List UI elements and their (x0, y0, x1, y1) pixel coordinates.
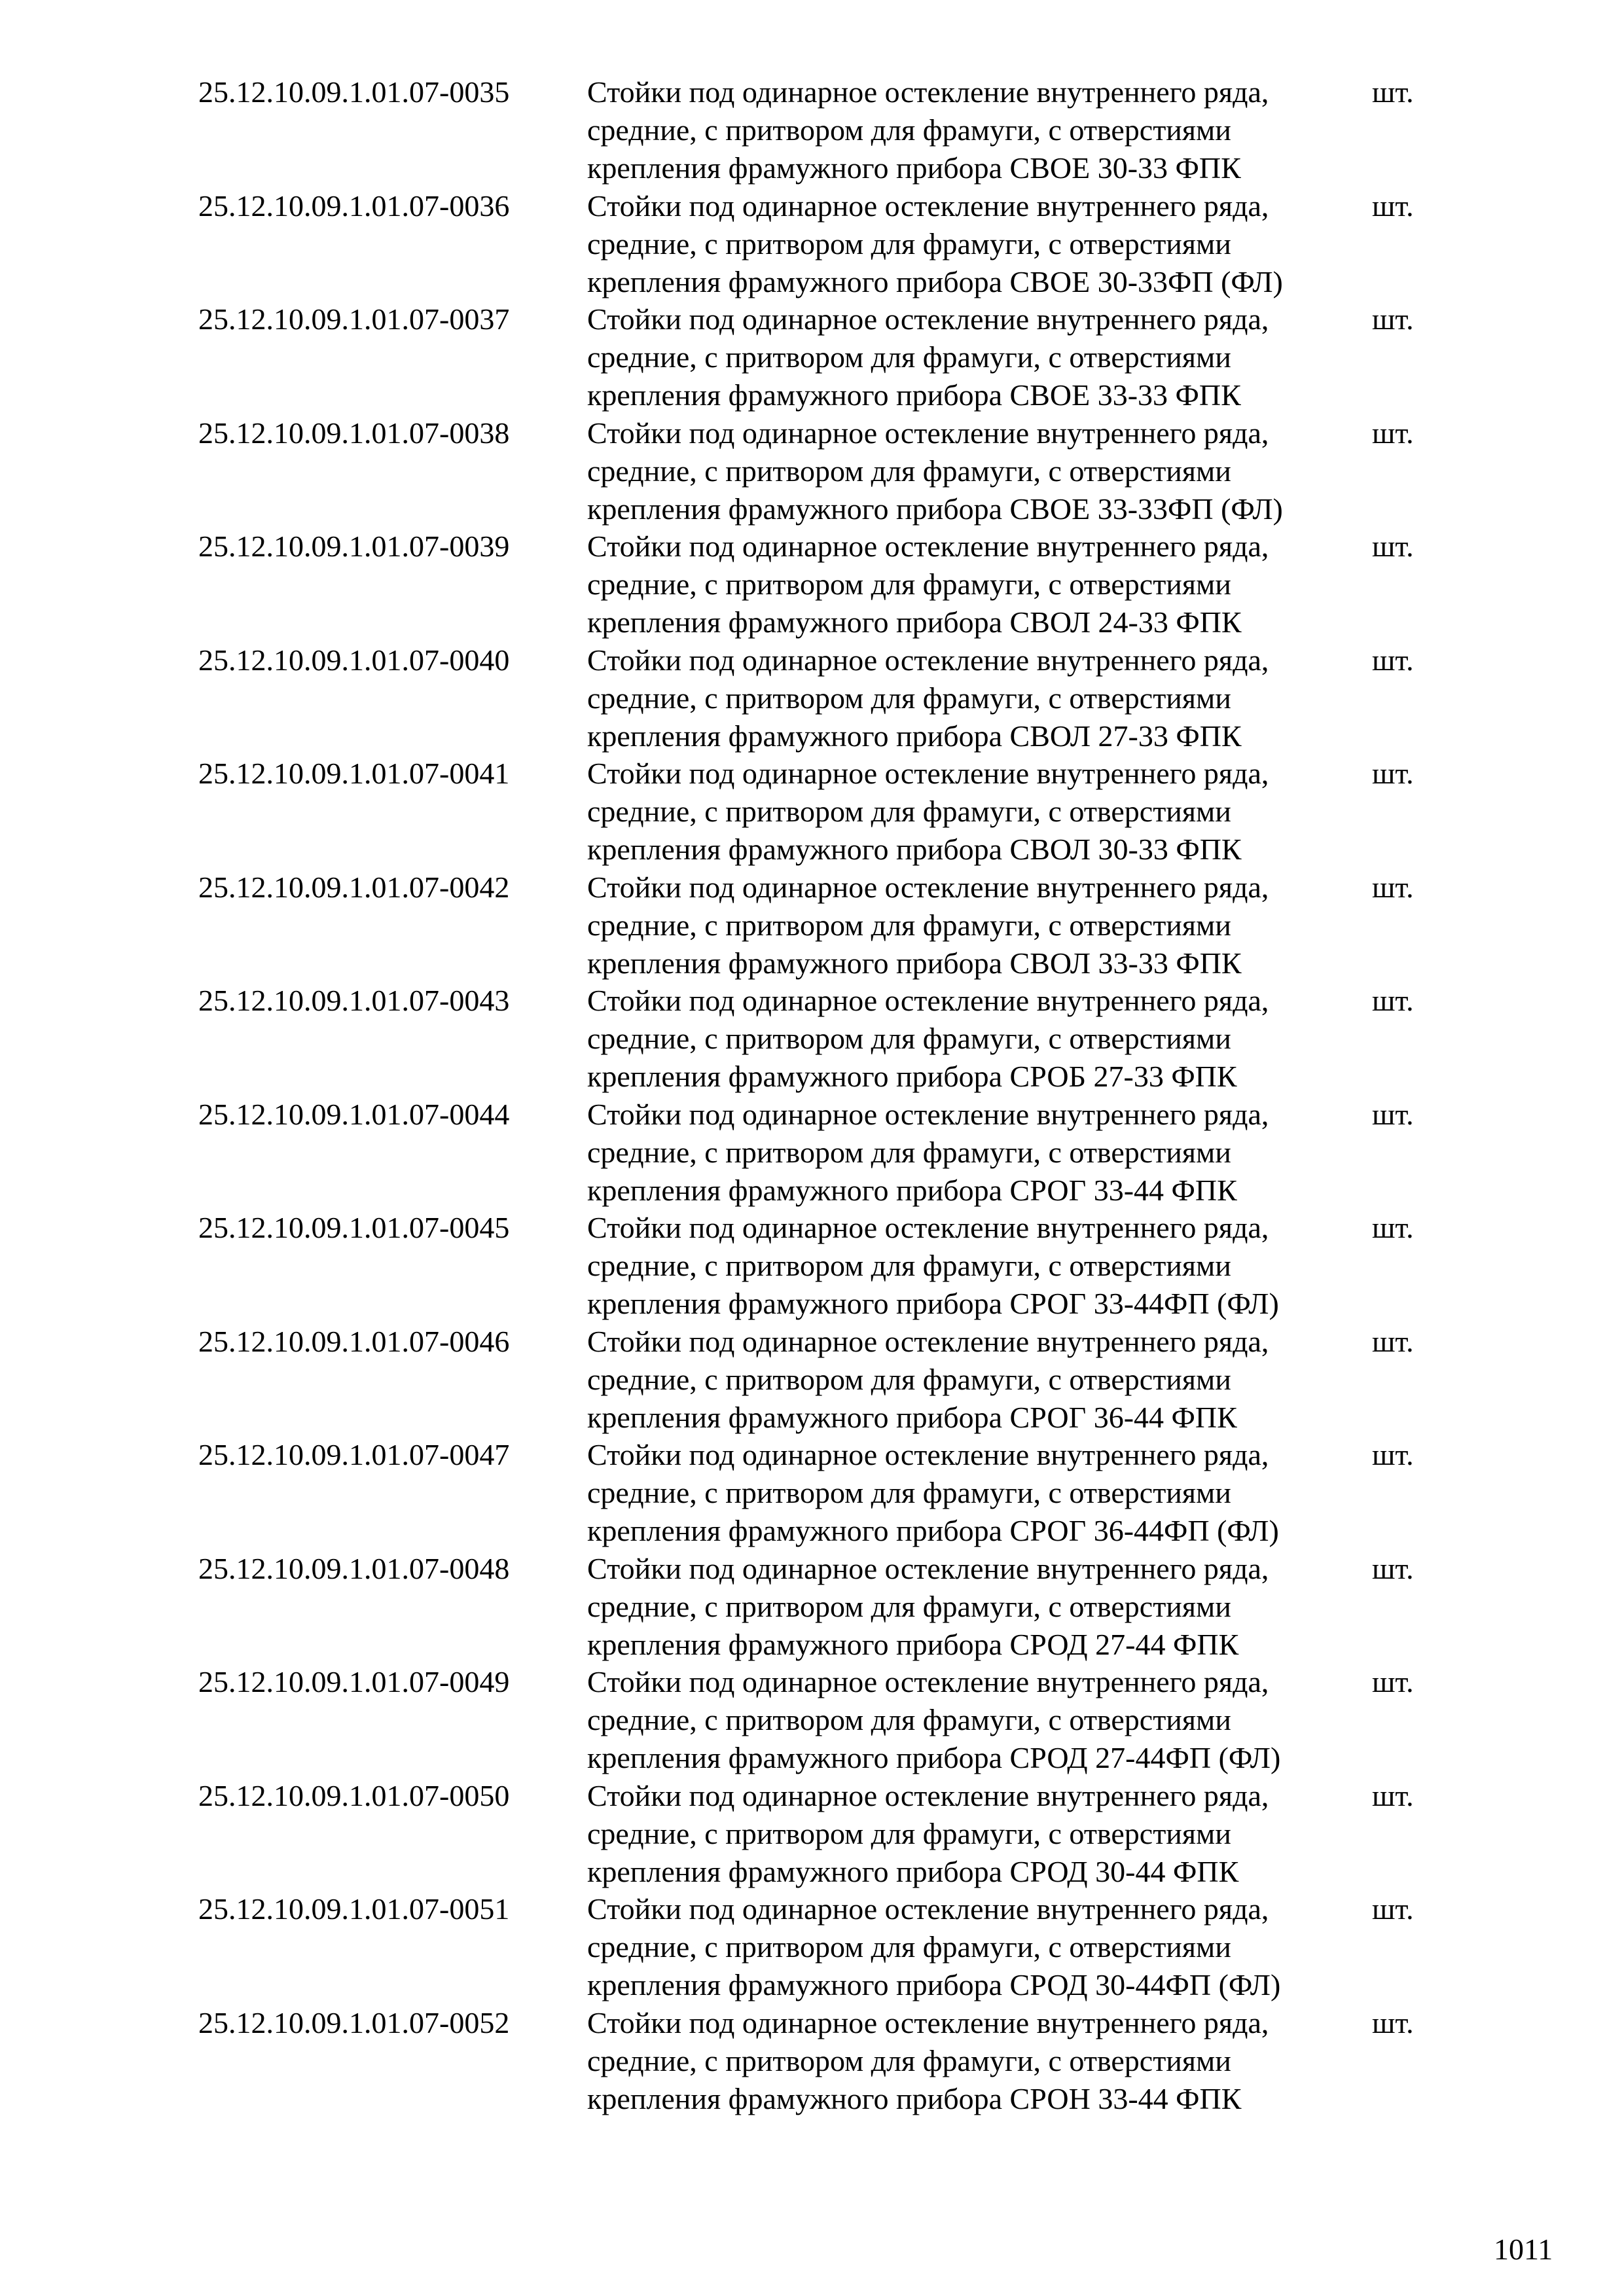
list-item (198, 187, 1442, 301)
item-code: 25.12.10.09.1.01.07-0052 (198, 2005, 510, 2039)
list-item (198, 641, 1442, 755)
item-unit: шт. (1372, 2005, 1414, 2039)
item-description-line: крепления фрамужного прибора СВОЛ 27-33 ФПК (587, 719, 1242, 753)
item-description-line: крепления фрамужного прибора СВОЕ 30-33 ФПК (587, 151, 1241, 185)
list-item (198, 1890, 1442, 2004)
list-item (198, 755, 1442, 869)
item-description-line: Стойки под одинарное остекление внутреннего ряда, (587, 416, 1269, 450)
item-description (587, 1323, 1360, 1437)
list-item (198, 1550, 1442, 1664)
list-item (198, 1663, 1442, 1777)
item-description-line: крепления фрамужного прибора СВОЛ 33-33 ФПК (587, 946, 1242, 980)
item-description-line: средние, с притвором для фрамуги, с отверстиями (587, 1476, 1231, 1509)
item-description-line: Стойки под одинарное остекление внутреннего ряда, (587, 643, 1269, 677)
item-description-line: средние, с притвором для фрамуги, с отверстиями (587, 681, 1231, 715)
item-unit: шт. (1372, 643, 1414, 677)
item-description-line: средние, с притвором для фрамуги, с отверстиями (587, 1135, 1231, 1169)
item-code: 25.12.10.09.1.01.07-0036 (198, 188, 510, 223)
list-item (198, 982, 1442, 1096)
item-code: 25.12.10.09.1.01.07-0050 (198, 1778, 510, 1812)
item-description-line: средние, с притвором для фрамуги, с отверстиями (587, 226, 1231, 260)
item-description (587, 73, 1360, 187)
item-description (587, 982, 1360, 1096)
list-item (198, 414, 1442, 528)
item-description (587, 1209, 1360, 1323)
item-description (587, 187, 1360, 301)
item-unit: шт. (1372, 416, 1414, 450)
item-description-line: средние, с притвором для фрамуги, с отверстиями (587, 795, 1231, 828)
item-unit: шт. (1372, 188, 1414, 223)
item-description (587, 1550, 1360, 1664)
item-description (587, 1436, 1360, 1550)
item-description-line: Стойки под одинарное остекление внутреннего ряда, (587, 2005, 1269, 2039)
item-description-line: средние, с притвором для фрамуги, с отверстиями (587, 567, 1231, 601)
item-description-line: Стойки под одинарное остекление внутреннего ряда, (587, 870, 1269, 904)
item-unit: шт. (1372, 1551, 1414, 1585)
item-description-line: средние, с притвором для фрамуги, с отверстиями (587, 2043, 1231, 2077)
item-description-line: крепления фрамужного прибора СВОЛ 30-33 ФПК (587, 833, 1242, 866)
item-description-line: Стойки под одинарное остекление внутреннего ряда, (587, 1211, 1269, 1244)
item-code: 25.12.10.09.1.01.07-0039 (198, 529, 510, 563)
item-unit: шт. (1372, 529, 1414, 563)
item-description-line: средние, с притвором для фрамуги, с отверстиями (587, 1362, 1231, 1396)
item-description (587, 300, 1360, 414)
item-description (587, 1890, 1360, 2004)
item-description-line: Стойки под одинарное остекление внутреннего ряда, (587, 1778, 1269, 1812)
item-description-line: средние, с притвором для фрамуги, с отверстиями (587, 1930, 1231, 1964)
item-description-line: Стойки под одинарное остекление внутреннего ряда, (587, 529, 1269, 563)
item-description-line: Стойки под одинарное остекление внутреннего ряда, (587, 984, 1269, 1017)
item-description-line: Стойки под одинарное остекление внутреннего ряда, (587, 1892, 1269, 1926)
item-description-line: средние, с притвором для фрамуги, с отверстиями (587, 908, 1231, 942)
item-description-line: крепления фрамужного прибора СВОЕ 33-33ФП (ФЛ) (587, 492, 1283, 526)
item-code: 25.12.10.09.1.01.07-0051 (198, 1892, 510, 1926)
item-description-line: Стойки под одинарное остекление внутреннего ряда, (587, 1097, 1269, 1131)
item-description-line: крепления фрамужного прибора СРОГ 36-44 ФПК (587, 1400, 1237, 1434)
list-item (198, 1096, 1442, 1210)
page-number: 1011 (1494, 2233, 1553, 2266)
list-item (198, 1777, 1442, 1891)
item-unit: шт. (1372, 984, 1414, 1017)
item-unit: шт. (1372, 302, 1414, 336)
item-description-line: Стойки под одинарное остекление внутреннего ряда, (587, 1324, 1269, 1358)
list-item (198, 1323, 1442, 1437)
item-description-line: крепления фрамужного прибора СВОЛ 24-33 ФПК (587, 605, 1242, 639)
item-description (587, 1777, 1360, 1891)
item-description-line: крепления фрамужного прибора СРОГ 33-44 ФПК (587, 1173, 1237, 1207)
item-description-line: Стойки под одинарное остекление внутреннего ряда, (587, 1438, 1269, 1471)
item-code: 25.12.10.09.1.01.07-0042 (198, 870, 510, 904)
item-description-line: средние, с притвором для фрамуги, с отверстиями (587, 1022, 1231, 1055)
item-description-line: Стойки под одинарное остекление внутреннего ряда, (587, 1551, 1269, 1585)
item-unit: шт. (1372, 757, 1414, 790)
item-code: 25.12.10.09.1.01.07-0049 (198, 1665, 510, 1698)
item-code: 25.12.10.09.1.01.07-0037 (198, 302, 510, 336)
item-description (587, 1096, 1360, 1210)
item-description-line: средние, с притвором для фрамуги, с отверстиями (587, 1703, 1231, 1736)
item-description (587, 2004, 1360, 2118)
item-description (587, 755, 1360, 869)
item-description-line: крепления фрамужного прибора СРОД 30-44ФП (ФЛ) (587, 1968, 1281, 2001)
item-description-line: крепления фрамужного прибора СРОД 27-44ФП (ФЛ) (587, 1741, 1281, 1774)
item-description-line: крепления фрамужного прибора СРОГ 36-44ФП (ФЛ) (587, 1514, 1279, 1547)
item-unit: шт. (1372, 1097, 1414, 1131)
item-description-line: средние, с притвором для фрамуги, с отверстиями (587, 1589, 1231, 1623)
list-item (198, 300, 1442, 414)
item-code: 25.12.10.09.1.01.07-0045 (198, 1211, 510, 1244)
list-item (198, 869, 1442, 982)
item-description-line: крепления фрамужного прибора СВОЕ 33-33 ФПК (587, 378, 1241, 412)
item-description-line: Стойки под одинарное остекление внутреннего ряда, (587, 188, 1269, 223)
item-unit: шт. (1372, 75, 1414, 109)
item-code: 25.12.10.09.1.01.07-0040 (198, 643, 510, 677)
item-description-line: крепления фрамужного прибора СРОД 27-44 ФПК (587, 1627, 1239, 1661)
item-code: 25.12.10.09.1.01.07-0038 (198, 416, 510, 450)
item-code: 25.12.10.09.1.01.07-0043 (198, 984, 510, 1017)
item-description-line: средние, с притвором для фрамуги, с отверстиями (587, 340, 1231, 374)
item-description-line: Стойки под одинарное остекление внутреннего ряда, (587, 757, 1269, 790)
item-code: 25.12.10.09.1.01.07-0048 (198, 1551, 510, 1585)
list-item (198, 1436, 1442, 1550)
item-description-line: средние, с притвором для фрамуги, с отверстиями (587, 113, 1231, 147)
item-code: 25.12.10.09.1.01.07-0035 (198, 75, 510, 109)
item-description (587, 414, 1360, 528)
item-description-line: крепления фрамужного прибора СРОН 33-44 ФПК (587, 2081, 1242, 2115)
list-item (198, 2004, 1442, 2118)
item-description-line: средние, с притвором для фрамуги, с отверстиями (587, 1816, 1231, 1850)
item-code: 25.12.10.09.1.01.07-0046 (198, 1324, 510, 1358)
item-unit: шт. (1372, 1665, 1414, 1698)
item-description-line: крепления фрамужного прибора СРОГ 33-44ФП (ФЛ) (587, 1287, 1279, 1320)
item-description (587, 1663, 1360, 1777)
item-description-line: средние, с притвором для фрамуги, с отверстиями (587, 454, 1231, 488)
item-unit: шт. (1372, 1324, 1414, 1358)
item-description-line: средние, с притвором для фрамуги, с отверстиями (587, 1249, 1231, 1282)
item-description (587, 641, 1360, 755)
item-description-line: крепления фрамужного прибора СРОД 30-44 ФПК (587, 1854, 1239, 1888)
item-code: 25.12.10.09.1.01.07-0041 (198, 757, 510, 790)
item-description-line: Стойки под одинарное остекление внутреннего ряда, (587, 302, 1269, 336)
item-description (587, 528, 1360, 641)
item-code: 25.12.10.09.1.01.07-0044 (198, 1097, 510, 1131)
item-unit: шт. (1372, 1892, 1414, 1926)
list-item (198, 528, 1442, 641)
price-list-entries (198, 73, 1442, 2117)
item-unit: шт. (1372, 1778, 1414, 1812)
item-description-line: крепления фрамужного прибора СРОБ 27-33 ФПК (587, 1060, 1237, 1093)
item-description-line: Стойки под одинарное остекление внутреннего ряда, (587, 75, 1269, 109)
list-item (198, 73, 1442, 187)
item-unit: шт. (1372, 1211, 1414, 1244)
list-item (198, 1209, 1442, 1323)
item-description-line: крепления фрамужного прибора СВОЕ 30-33ФП (ФЛ) (587, 264, 1283, 298)
item-description-line: Стойки под одинарное остекление внутреннего ряда, (587, 1665, 1269, 1698)
item-code: 25.12.10.09.1.01.07-0047 (198, 1438, 510, 1471)
item-unit: шт. (1372, 870, 1414, 904)
item-description (587, 869, 1360, 982)
item-unit: шт. (1372, 1438, 1414, 1471)
